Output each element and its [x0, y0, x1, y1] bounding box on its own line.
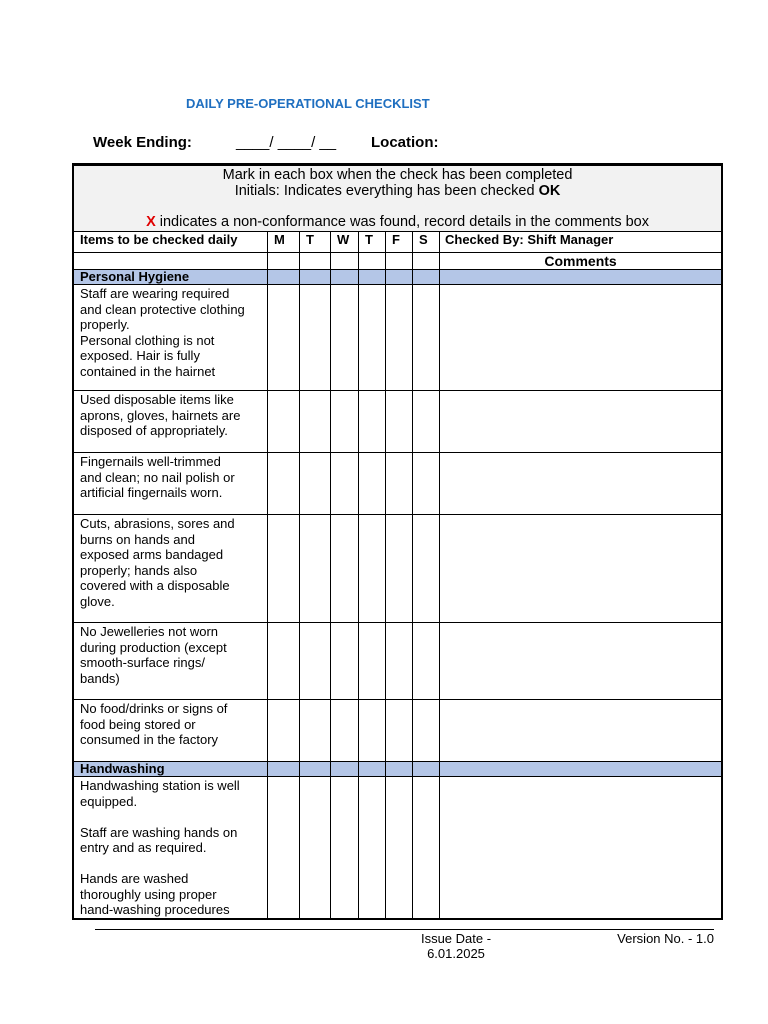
section-cell — [359, 270, 386, 285]
section-cell — [413, 270, 440, 285]
item-text-line: covered with a disposable — [80, 578, 230, 593]
check-box-wed[interactable] — [331, 777, 359, 919]
section-row — [74, 762, 722, 777]
check-box-wed[interactable] — [331, 285, 359, 391]
item-text-line: Used disposable items like — [80, 392, 234, 407]
instruction-line-2 — [74, 183, 721, 199]
item-text-line: equipped. — [80, 793, 138, 809]
check-box-mon[interactable] — [268, 700, 300, 762]
item-text-line: entry and as required. — [80, 840, 207, 855]
item-text-line: Hands are washed — [80, 871, 189, 886]
item-text-line: exposed. Hair is fully — [80, 348, 200, 363]
section-cell — [413, 762, 440, 777]
issue-date-label: Issue Date - — [420, 931, 492, 946]
check-box-mon[interactable] — [268, 623, 300, 700]
check-box-sat[interactable] — [413, 515, 440, 623]
table-row — [74, 623, 722, 700]
item-description — [74, 623, 268, 700]
item-description — [74, 515, 268, 623]
check-box-mon[interactable] — [268, 515, 300, 623]
comments-header-row — [74, 253, 722, 270]
instruction-line-3-text: indicates a non-conformance was found, record details in the comments box — [155, 214, 649, 230]
week-location-line — [0, 134, 768, 154]
section-title: Personal Hygiene — [74, 270, 268, 285]
check-box-thu[interactable] — [359, 623, 386, 700]
check-box-wed[interactable] — [331, 453, 359, 515]
item-text-line: glove. — [80, 593, 115, 609]
item-text-line: artificial fingernails worn. — [80, 485, 223, 500]
item-description — [74, 391, 268, 453]
section-cell — [386, 762, 413, 777]
check-box-tue[interactable] — [300, 623, 331, 700]
check-box-tue[interactable] — [300, 515, 331, 623]
check-box-sat[interactable] — [413, 623, 440, 700]
comments-cell[interactable] — [440, 391, 722, 453]
check-box-fri[interactable] — [386, 515, 413, 623]
location-label: Location: — [371, 134, 439, 151]
section-cell — [331, 270, 359, 285]
comments-cell[interactable] — [440, 700, 722, 762]
week-ending-label: Week Ending: — [93, 134, 192, 151]
day-header-thu: T — [359, 232, 386, 253]
column-header-row — [74, 232, 722, 253]
table-row — [74, 515, 722, 623]
check-box-mon[interactable] — [268, 285, 300, 391]
checked-by-header: Checked By: Shift Manager — [440, 232, 722, 253]
section-cell — [386, 270, 413, 285]
item-text-line: Cuts, abrasions, sores and — [80, 516, 235, 531]
check-box-wed[interactable] — [331, 623, 359, 700]
day-header-sat: S — [413, 232, 440, 253]
table-row — [74, 777, 722, 919]
check-box-thu[interactable] — [359, 700, 386, 762]
comments-cell[interactable] — [440, 285, 722, 391]
check-box-sat[interactable] — [413, 700, 440, 762]
blank-cell — [268, 253, 300, 270]
item-text-line: properly; hands also — [80, 562, 198, 578]
item-text-line: Fingernails well-trimmed — [80, 454, 221, 469]
table-row — [74, 391, 722, 453]
check-box-tue[interactable] — [300, 391, 331, 453]
section-title: Handwashing — [74, 762, 268, 777]
item-text-line: consumed in the factory — [80, 732, 219, 747]
check-box-tue[interactable] — [300, 700, 331, 762]
section-cell — [268, 270, 300, 285]
day-header-tue: T — [300, 232, 331, 253]
blank-cell — [331, 253, 359, 270]
table-row — [74, 700, 722, 762]
check-box-fri[interactable] — [386, 623, 413, 700]
check-box-wed[interactable] — [331, 515, 359, 623]
item-text-line: exposed arms bandaged — [80, 547, 224, 562]
check-box-wed[interactable] — [331, 391, 359, 453]
issue-date-value: 6.01.2025 — [427, 946, 485, 961]
item-text-line: thoroughly using proper — [80, 886, 217, 902]
section-cell — [268, 762, 300, 777]
day-header-fri: F — [386, 232, 413, 253]
section-cell — [440, 762, 722, 777]
item-text-line: Staff are wearing required — [80, 286, 230, 301]
check-box-mon[interactable] — [268, 453, 300, 515]
check-box-fri[interactable] — [386, 777, 413, 919]
item-text-line — [80, 809, 263, 825]
item-text-line: Staff are washing hands on — [80, 824, 238, 840]
item-text-line: during production (except — [80, 639, 227, 655]
check-box-fri[interactable] — [386, 700, 413, 762]
checklist-table — [73, 164, 722, 919]
item-text-line: aprons, gloves, hairnets are — [80, 407, 241, 423]
item-text-line: No Jewelleries not worn — [80, 624, 219, 639]
section-cell — [331, 762, 359, 777]
item-text-line: food being stored or — [80, 716, 196, 732]
comments-cell[interactable] — [440, 515, 722, 623]
section-cell — [300, 762, 331, 777]
check-box-tue[interactable] — [300, 285, 331, 391]
item-text-line: No food/drinks or signs of — [80, 701, 228, 716]
blank-cell — [413, 253, 440, 270]
item-text-line: properly. — [80, 317, 130, 332]
instruction-line-2-text: Initials: Indicates everything has been checked — [234, 183, 539, 199]
check-box-thu[interactable] — [359, 391, 386, 453]
instruction-line-3 — [74, 214, 721, 230]
day-header-mon: M — [268, 232, 300, 253]
check-box-tue[interactable] — [300, 777, 331, 919]
document-title: DAILY PRE-OPERATIONAL CHECKLIST — [186, 96, 430, 111]
footer-rule — [95, 929, 714, 930]
check-box-fri[interactable] — [386, 285, 413, 391]
item-text-line: disposed of appropriately. — [80, 423, 228, 438]
item-text-line: Personal clothing is not — [80, 332, 215, 348]
week-ending-field[interactable]: ____/ ____/ __ — [236, 134, 337, 151]
item-text-line: Handwashing station is well — [80, 778, 240, 793]
item-text-line: and clean; no nail polish or — [80, 469, 235, 485]
check-box-mon[interactable] — [268, 391, 300, 453]
comments-cell[interactable] — [440, 623, 722, 700]
item-text-line: bands) — [80, 670, 120, 686]
table-row — [74, 285, 722, 391]
blank-cell — [386, 253, 413, 270]
day-header-wed: W — [331, 232, 359, 253]
instructions-box — [74, 165, 722, 232]
item-text-line: and clean protective clothing — [80, 301, 245, 317]
check-box-thu[interactable] — [359, 515, 386, 623]
item-text-line — [80, 856, 263, 872]
item-description — [74, 777, 268, 919]
section-cell — [300, 270, 331, 285]
x-mark: X — [146, 214, 156, 230]
instruction-line-1: Mark in each box when the check has been completed — [222, 167, 573, 183]
comments-cell[interactable] — [440, 453, 722, 515]
section-row — [74, 270, 722, 285]
item-text-line: hand-washing procedures — [80, 902, 230, 917]
items-column-header: Items to be checked daily — [74, 232, 268, 253]
blank-cell — [300, 253, 331, 270]
comments-cell[interactable] — [440, 777, 722, 919]
item-text-line: smooth-surface rings/ — [80, 655, 205, 670]
check-box-thu[interactable] — [359, 285, 386, 391]
check-box-thu[interactable] — [359, 777, 386, 919]
ok-mark: OK — [538, 183, 561, 199]
version-number: Version No. - 1.0 — [617, 931, 714, 946]
check-box-wed[interactable] — [331, 700, 359, 762]
check-box-sat[interactable] — [413, 777, 440, 919]
check-box-sat[interactable] — [413, 391, 440, 453]
check-box-sat[interactable] — [413, 285, 440, 391]
section-cell — [359, 762, 386, 777]
section-cell — [440, 270, 722, 285]
blank-cell — [359, 253, 386, 270]
comments-header: Comments — [440, 253, 722, 270]
item-text-line: burns on hands and — [80, 531, 195, 547]
blank-cell — [74, 253, 268, 270]
item-text-line: contained in the hairnet — [80, 363, 216, 379]
check-box-tue[interactable] — [300, 453, 331, 515]
check-box-thu[interactable] — [359, 453, 386, 515]
check-box-fri[interactable] — [386, 453, 413, 515]
check-box-mon[interactable] — [268, 777, 300, 919]
item-description — [74, 700, 268, 762]
table-row — [74, 453, 722, 515]
item-description — [74, 285, 268, 391]
item-description — [74, 453, 268, 515]
check-box-fri[interactable] — [386, 391, 413, 453]
check-box-sat[interactable] — [413, 453, 440, 515]
